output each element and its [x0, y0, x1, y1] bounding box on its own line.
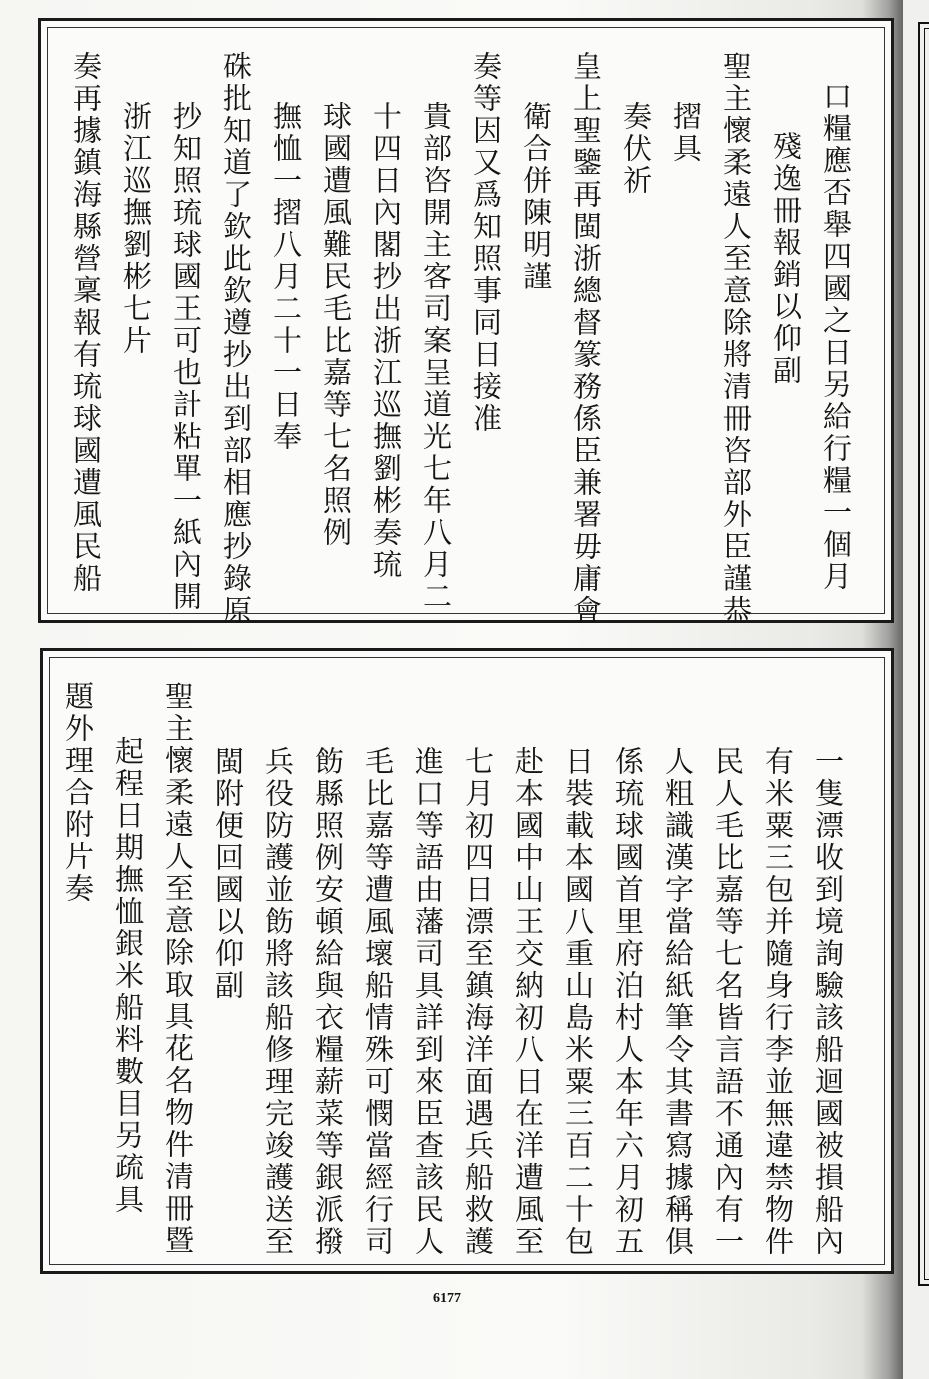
- top-text-column: 聖主懷柔遠人至意除將清冊咨部外臣謹恭: [719, 51, 753, 627]
- bottom-document-panel: [40, 648, 894, 1274]
- top-document-panel: [38, 18, 894, 627]
- bottom-text-column: 有米粟三包并隨身行李並無違禁物件: [761, 746, 795, 1258]
- top-text-column: 抄知照琉球國王可也計粘單一紙內開: [169, 101, 203, 613]
- bottom-text-column: 閩附便回國以仰副: [211, 746, 245, 1002]
- top-text-column: 硃批知道了欽此欽遵抄出到部相應抄錄原: [219, 51, 253, 627]
- page-number: 6177: [433, 1291, 461, 1306]
- facing-page-frame: [918, 22, 929, 1286]
- bottom-text-column: 飭縣照例安頓給與衣糧薪菜等銀派撥: [311, 746, 345, 1258]
- top-text-column: 十四日內閣抄出浙江巡撫劉彬奏琉: [369, 101, 403, 581]
- top-text-column: 殘逸冊報銷以仰副: [769, 131, 803, 387]
- top-text-column: 皇上聖鑒再閩浙總督篆務係臣兼署毋庸會: [569, 51, 603, 627]
- top-text-column: 撫恤一摺八月二十一日奉: [269, 101, 303, 453]
- bottom-text-column: 赴本國中山王交納初八日在洋遭風至: [511, 746, 545, 1258]
- bottom-text-column: 係琉球國首里府泊村人本年六月初五: [611, 746, 645, 1258]
- top-text-column: 摺具: [669, 101, 703, 165]
- bottom-text-column: 聖主懷柔遠人至意除取具花名物件清冊暨: [161, 681, 195, 1257]
- bottom-text-column: 題外理合附片奏: [61, 681, 95, 905]
- bottom-text-column: 民人毛比嘉等七名皆言語不通內有一: [711, 746, 745, 1258]
- bottom-text-column: 兵役防護並飭將該船修理完竣護送至: [261, 746, 295, 1258]
- top-text-column: 奏再據鎮海縣營稟報有琉球國遭風民船: [69, 51, 103, 595]
- top-text-column: 奏伏祈: [619, 101, 653, 197]
- top-text-column: 球國遭風難民毛比嘉等七名照例: [319, 101, 353, 549]
- top-text-column: 奏等因又爲知照事同日接准: [469, 51, 503, 435]
- bottom-text-column: 一隻漂收到境詢驗該船迴國被損船內: [811, 746, 845, 1258]
- bottom-text-column: 毛比嘉等遭風壞船情殊可憫當經行司: [361, 746, 395, 1258]
- bottom-text-column: 進口等語由藩司具詳到來臣查該民人: [411, 746, 445, 1258]
- bottom-text-column: 七月初四日漂至鎮海洋面遇兵船救護: [461, 746, 495, 1258]
- bottom-text-column: 起程日期撫恤銀米船料數目另疏具: [111, 736, 145, 1216]
- top-text-column: 浙江巡撫劉彬七片: [119, 101, 153, 357]
- bottom-text-column: 人粗識漢字當給紙筆令其書寫據稱俱: [661, 746, 695, 1258]
- top-text-column: 貴部咨開主客司案呈道光七年八月二: [419, 101, 453, 613]
- top-text-column: 口糧應否舉四國之日另給行糧一個月: [819, 81, 853, 593]
- bottom-text-column: 日裝載本國八重山島米粟三百二十包: [561, 746, 595, 1258]
- top-text-column: 衛合併陳明謹: [519, 101, 553, 293]
